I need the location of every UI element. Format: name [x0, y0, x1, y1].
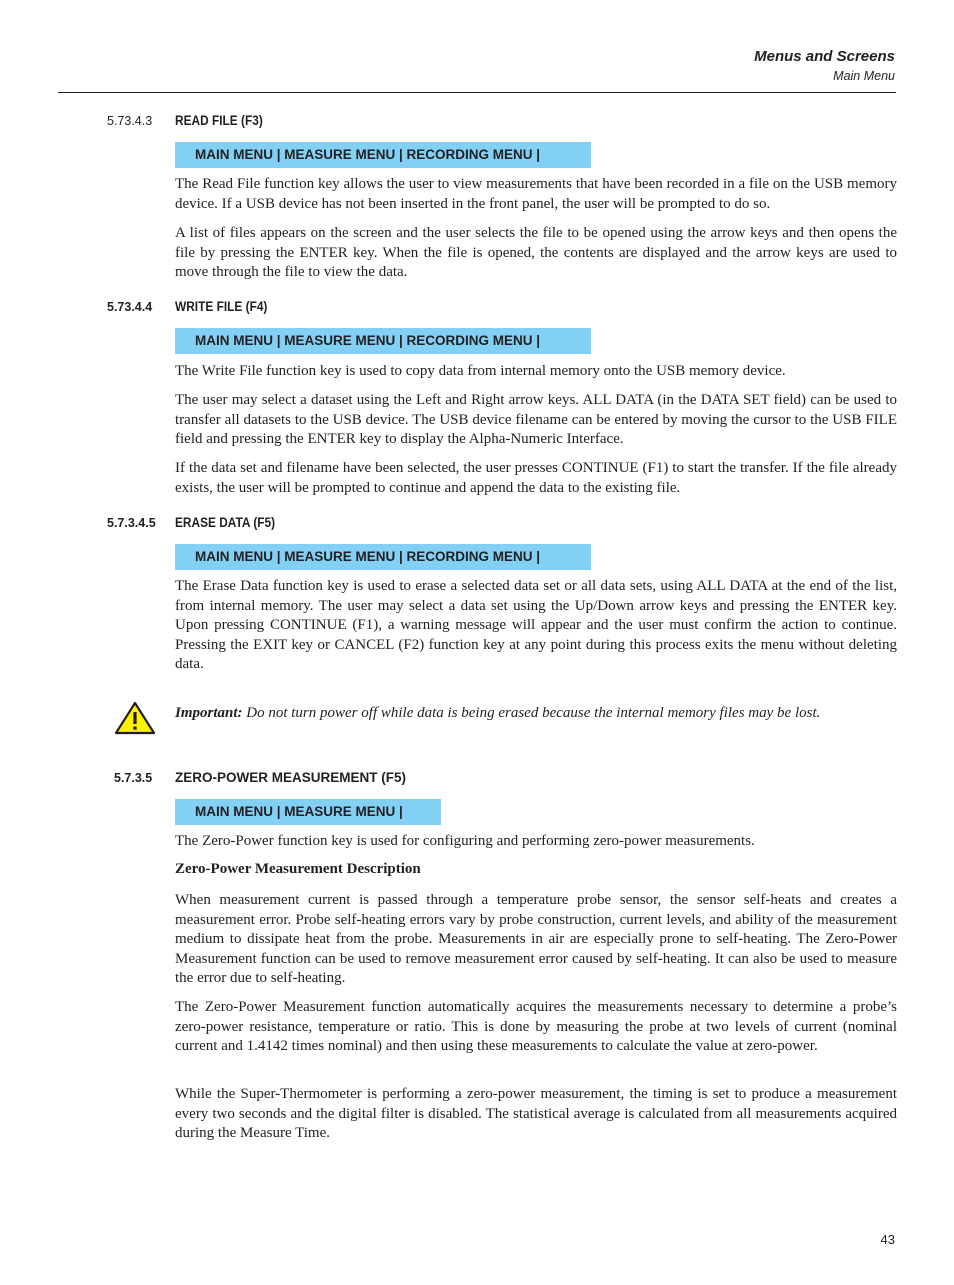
- page-number: 43: [880, 1232, 895, 1247]
- paragraph: The Read File function key allows the user to view measurements that have been recorded in a file on the USB memory device. If a USB device has not been inserted in the front panel, the user will be prompted to do so.: [175, 176, 897, 212]
- paragraph: When measurement current is passed through a temperature probe sensor, the sensor self-heats and creates a measurement error. Probe self-heating errors vary by probe construction, current levels, and ability of the measurement medium to dissipate heat from the probe. Measurements in air are especially prone to self-heating. The Zero-Power Measurement function can be used to remove measurement error caused by self-heating. It can also be used to measure the error due to self-heating.: [175, 892, 897, 986]
- paragraph: The Erase Data function key is used to erase a selected data set or all data sets, using ALL DATA at the end of the list, from internal memory. The user may select a data set using the Up/Down arrow keys and pressing the ENTER key. Upon pressing CONTINUE (F1), a warning message will appear and the user must confirm the action to continue. Pressing the EXIT key or CANCEL (F2) function key at any point during this process exits the menu without deleting data.: [175, 578, 897, 672]
- section-number: 5.7.3.4.5: [107, 516, 156, 530]
- paragraph: A list of files appears on the screen and the user selects the file to be opened using the arrow keys and then opens the file by pressing the ENTER key. When the file is opened, the contents are displayed and the arrow keys are used to move through the file to view the data.: [175, 225, 897, 280]
- header-rule: [58, 92, 896, 93]
- section-number: 5.73.4.3: [107, 114, 153, 128]
- section-title: WRITE FILE (F4): [175, 299, 268, 314]
- paragraph: While the Super-Thermometer is performing a zero-power measurement, the timing is set to produce a measurement every two seconds and the digital filter is disabled. The statistical average is calculated from all measurements acquired during the Measure Time.: [175, 1086, 897, 1141]
- section-title: READ FILE (F3): [175, 113, 263, 128]
- section-title: ZERO-POWER MEASUREMENT (F5): [175, 770, 406, 785]
- running-header-title: Menus and Screens: [754, 48, 895, 65]
- subheading: Zero-Power Measurement Description: [175, 861, 421, 877]
- paragraph: The user may select a dataset using the Left and Right arrow keys. ALL DATA (in the DATA SET field) can be used to transfer all datasets to the USB device. The USB device filename can be entered by moving the cursor to the USB FILE field and pressing the ENTER key to display the Alpha-Numeric Interface.: [175, 392, 897, 447]
- running-header-subtitle: Main Menu: [833, 69, 895, 83]
- paragraph: The Zero-Power Measurement function automatically acquires the measurements necessary to determine a probe’s zero-power resistance, temperature or ratio. This is done by measuring the probe at two levels of current (nominal current and 1.4142 times nominal) and then using these measurements to calculate the value at zero-power.: [175, 999, 897, 1054]
- paragraph: The Zero-Power function key is used for configuring and performing zero-power measurements.: [175, 833, 755, 849]
- paragraph: If the data set and filename have been selected, the user presses CONTINUE (F1) to start the transfer. If the file already exists, the user will be prompted to continue and append the data to the existing file.: [175, 460, 897, 496]
- section-number: 5.73.4.4: [107, 300, 153, 314]
- warning-triangle-icon: [114, 701, 156, 735]
- menu-path-bar: MAIN MENU | MEASURE MENU |: [175, 799, 441, 825]
- section-title: ERASE DATA (F5): [175, 515, 276, 530]
- menu-path-bar: MAIN MENU | MEASURE MENU | RECORDING MENU |: [175, 544, 591, 570]
- menu-path-bar: MAIN MENU | MEASURE MENU | RECORDING MENU |: [175, 328, 591, 354]
- menu-path-bar: MAIN MENU | MEASURE MENU | RECORDING MENU |: [175, 142, 591, 168]
- important-text: Do not turn power off while data is being erased because the internal memory files may be lost.: [246, 705, 821, 721]
- important-note: [175, 704, 865, 724]
- important-label: Important:: [175, 705, 243, 721]
- section-number: 5.7.3.5: [114, 771, 153, 785]
- paragraph: The Write File function key is used to copy data from internal memory onto the USB memory device.: [175, 363, 786, 379]
